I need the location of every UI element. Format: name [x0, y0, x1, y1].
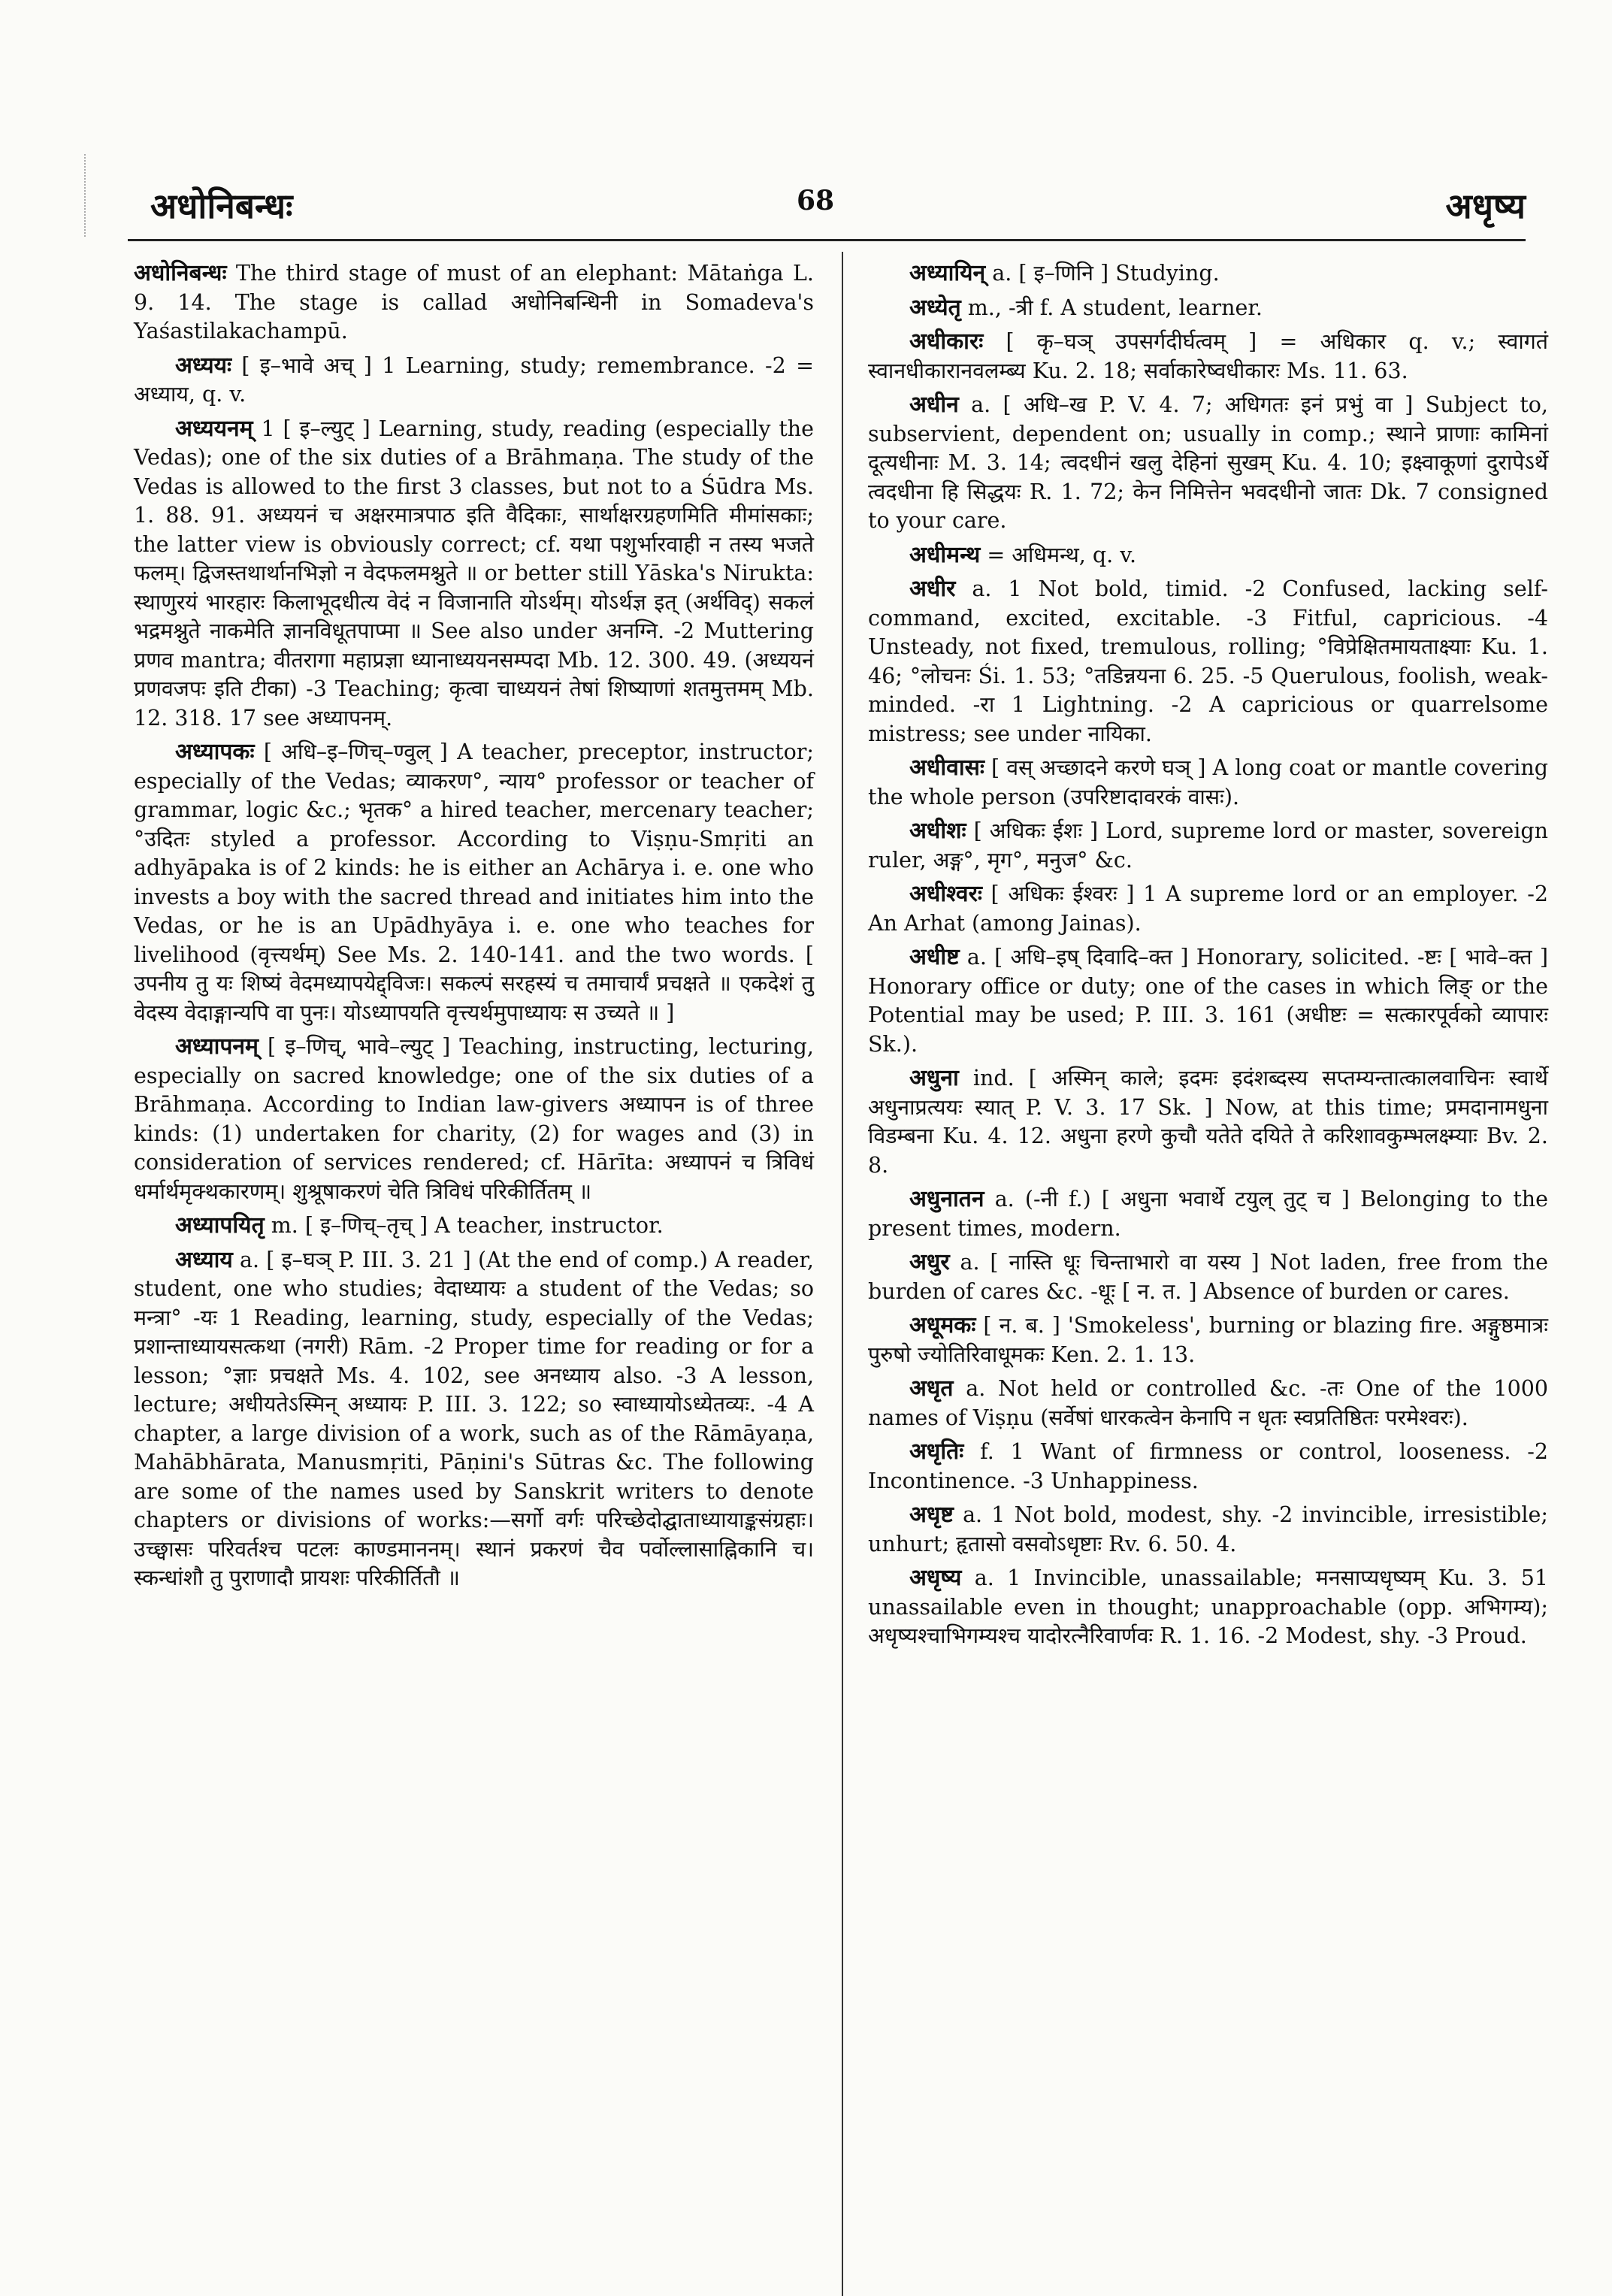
entry-body: a. 1 Not bold, modest, shy. -2 invincible, irresistible; unhurt; हृतासो वसवोऽधृष्टाः Rv. 6. 50. 4. — [868, 1502, 1548, 1556]
dictionary-entry — [868, 1311, 1548, 1369]
entry-headword: अधूमकः — [909, 1312, 976, 1339]
entry-headword: अधृष्य — [909, 1565, 962, 1591]
entry-body: a. [ अधि–इष् दिवादि–क्त ] Honorary, solicited. -ष्टः [ भावे–क्त ] Honorary office or duty; one of the cases in which लिङ् or the Potential may be used; P. III. 3. 161 (अधीष्टः = सत्कारपूर्वको व्यापारः Sk.). — [868, 945, 1548, 1057]
dictionary-entry — [134, 352, 814, 410]
entry-body: [ न. ब. ] 'Smokeless', burning or blazing fire. अङ्गुष्ठमात्रः पुरुषो ज्योतिरिवाधूमकः Ken. 2. 1. 13. — [868, 1313, 1548, 1367]
entry-body: m. [ इ–णिच्–तृच् ] A teacher, instructor. — [264, 1213, 664, 1238]
dictionary-entry — [868, 259, 1548, 289]
entry-headword: अध्यापकः — [175, 739, 255, 765]
entry-headword: अधीष्ट — [909, 944, 960, 970]
entry-body: [ अधिकः ईश्वरः ] 1 A supreme lord or an employer. -2 An Arhat (among Jainas). — [868, 882, 1548, 936]
entry-headword: अधृष्ट — [909, 1502, 954, 1528]
entry-headword: अधीमन्थ — [909, 541, 981, 568]
entry-headword: अध्यापयितृ — [175, 1212, 265, 1239]
dictionary-entry — [134, 1246, 814, 1593]
entry-headword: अधुना — [909, 1065, 959, 1091]
entry-headword: अध्ययनम् — [175, 415, 253, 442]
dictionary-entry — [868, 943, 1548, 1059]
entry-body: [ अधिकः ईशः ] Lord, supreme lord or master, sovereign ruler, अङ्ग°, मृग°, मनुज° &c. — [868, 818, 1548, 873]
dictionary-entry — [868, 328, 1548, 386]
entry-body: [ अधि–इ–णिच्–ण्वुल् ] A teacher, preceptor, instructor; especially of the Vedas; व्याकरण°, न्याय° professor or teacher of grammar, logic &c.; भृतक° a hired teacher, mercenary teacher; °उदितः styled a professor. According to Viṣṇu-Smṛiti an adhyāpaka is of 2 kinds: he is either an Achārya i. e. one who invests a boy with the sacred thread and initiates him into the Vedas, or he is an Upādhyāya i. e. one who teaches for livelihood (वृत्त्यर्थम्) See Ms. 2. 140-141. and the two words. [ उपनीय तु यः शिष्यं वेदमध्यापयेद्द्विजः। सकल्पं सरहस्यं च तमाचार्यं प्रचक्षते ॥ एकदेशं तु वेदस्य वेदाङ्गान्यपि वा पुनः। योऽध्यापयति वृत्त्यर्थमुपाध्यायः स उच्यते ॥ ] — [134, 740, 814, 1025]
entry-headword: अधीवासः — [909, 755, 984, 781]
dictionary-entry — [868, 1501, 1548, 1559]
column-separator — [842, 252, 843, 2296]
entry-body: [ वस् अच्छादने करणे घञ् ] A long coat or mantle covering the whole person (उपरिष्टादावरकं वासः). — [868, 755, 1548, 809]
entry-body: = अधिमन्थ, q. v. — [980, 542, 1137, 567]
dictionary-entry — [134, 1033, 814, 1206]
entry-headword: अधीकारः — [909, 328, 984, 355]
dictionary-entry — [868, 575, 1548, 749]
header-left-word: अधोनिबन्धः — [150, 186, 293, 226]
entry-body: [ कृ–घञ् उपसर्गदीर्घत्वम् ] = अधिकार q. v.; स्वागतं स्वानधीकारानवलम्ब्य Ku. 2. 18; सर्वाकारेष्वधीकारः Ms. 11. 63. — [868, 329, 1548, 383]
entry-body: ind. [ अस्मिन् काले; इदमः इदंशब्दस्य सप्तम्यन्तात्कालवाचिनः स्वार्थे अधुनाप्रत्ययः स्यात् P. V. 3. 17 Sk. ] Now, at this time; प्रमदानामधुना विडम्बना Ku. 4. 12. अधुना हरणे कुचौ यतेते दयिते ते करिशावकुम्भलक्ष्म्याः Bv. 2. 8. — [868, 1066, 1548, 1178]
dictionary-entry — [868, 541, 1548, 570]
entry-body: f. 1 Want of firmness or control, looseness. -2 Incontinence. -3 Unhappiness. — [868, 1439, 1548, 1493]
entry-body: a. [ इ–घञ् P. III. 3. 21 ] (At the end of comp.) A reader, student, one who studies; वेदाध्यायः a student of the Vedas; so मन्त्रा° -यः 1 Reading, learning, study, especially of the Vedas; प्रशान्ताध्यायसत्कथा (नगरी) Rām. -2 Proper time for reading or for a lesson; °ज्ञाः प्रचक्षते Ms. 4. 102, see अनध्याय also. -3 A lesson, lecture; अधीयतेऽस्मिन् अध्यायः P. III. 3. 122; so स्वाध्यायोऽध्येतव्यः. -4 A chapter, a large division of a work, such as of the Rāmāyaṇa, Mahābhārata, Manusmṛiti, Pāṇini's Sūtras &c. The following are some of the names used by Sanskrit writers to denote chapters or divisions of works:—सर्गो वर्गः परिच्छेदोद्घाताध्यायाङ्कसंग्रहाः। उच्छ्वासः परिवर्तश्च पटलः काण्डमाननम्। स्थानं प्रकरणं चैव पर्वोल्लासाह्निकानि च। स्कन्धांशौ तु पुराणादौ प्रायशः परिकीर्तितौ ॥ — [134, 1247, 814, 1590]
entry-body: [ इ–भावे अच् ] 1 Learning, study; remembrance. -2 = अध्याय, q. v. — [134, 352, 814, 407]
scan-gutter-marks — [84, 154, 93, 237]
left-column — [134, 259, 814, 1599]
entry-body: a. Not held or controlled &c. -तः One of the 1000 names of Viṣṇu (सर्वेषां धारकत्वेन केनापि न धृतः स्वप्रतिष्ठितः परमेश्वरः). — [868, 1376, 1548, 1430]
header-right-word: अधृष्य — [1445, 186, 1526, 226]
right-column — [868, 259, 1548, 1656]
dictionary-entry — [868, 1375, 1548, 1432]
entry-body: The third stage of must of an elephant: Mātaṅga L. 9. 14. The stage is callad अधोनिबन्धिनी in Somadeva's Yaśastilakachampū. — [134, 261, 814, 343]
dictionary-entry — [868, 880, 1548, 938]
dictionary-entry — [134, 1212, 814, 1241]
entry-headword: अधीर — [909, 576, 956, 602]
dictionary-entry — [868, 1248, 1548, 1306]
entry-body: m., -त्री f. A student, learner. — [960, 295, 1263, 320]
dictionary-entry — [134, 738, 814, 1027]
entry-headword: अध्याय — [175, 1246, 233, 1273]
dictionary-entry — [868, 1564, 1548, 1651]
entry-headword: अध्येतृ — [909, 294, 961, 321]
page-number: 68 — [797, 185, 835, 216]
entry-headword: अध्यायिन् — [909, 260, 986, 286]
page-header — [150, 182, 1526, 227]
entry-body: a. 1 Invincible, unassailable; मनसाप्यधृष्यम् Ku. 3. 51 unassailable even in thought; unapproachable (opp. अभिगम्य); अधृष्यश्चाभिगम्यश्च यादोरत्नैरिवार्णवः R. 1. 16. -2 Modest, shy. -3 Proud. — [868, 1565, 1548, 1648]
entry-body: 1 [ इ–ल्युट् ] Learning, study, reading (especially the Vedas); one of the six duties of a Brāhmaṇa. The study of the Vedas is allowed to the first 3 classes, but not to a Śūdra Ms. 1. 88. 91. अध्ययनं च अक्षरमात्रपाठ इति वैदिकाः, सार्थाक्षरग्रहणमिति मीमांसकाः; the latter view is obviously correct; cf. यथा पशुर्भारवाही न तस्य भजते फलम्। द्विजस्तथार्थानभिज्ञो न वेदफलमश्नुते ॥ or better still Yāska's Nirukta: स्थाणुरयं भारहारः किलाभूदधीत्य वेदं न विजानाति योऽर्थम्। योऽर्थज्ञ इत् (अर्थविद्) सकलं भद्रमश्नुते नाकमेति ज्ञानविधूतपाप्मा ॥ See also under अनग्नि. -2 Muttering प्रणव mantra; वीतरागा महाप्रज्ञा ध्यानाध्ययनसम्पदा Mb. 12. 300. 49. (अध्ययनं प्रणवजपः इति टीका) -3 Teaching; कृत्वा चाध्ययनं तेषां शिष्याणां शतमुत्तमम् Mb. 12. 318. 17 see अध्यापनम्. — [134, 416, 814, 731]
entry-headword: अधुर — [909, 1249, 950, 1275]
entry-body: a. (-नी f.) [ अधुना भवार्थे टयुल् तुट् च ] Belonging to the present times, modern. — [868, 1187, 1548, 1241]
entry-headword: अध्यापनम् — [175, 1033, 259, 1060]
dictionary-entry — [134, 259, 814, 346]
entry-body: a. [ इ–णिनि ] Studying. — [985, 261, 1220, 286]
entry-headword: अध्ययः — [175, 352, 232, 379]
entry-headword: अधुनातन — [909, 1186, 984, 1212]
dictionary-entry — [868, 1064, 1548, 1180]
entry-body: a. [ अधि–ख P. V. 4. 7; अधिगतः इनं प्रभुं वा ] Subject to, subservient, dependent on; usually in comp.; स्थाने प्राणाः कामिनां दूत्यधीनाः M. 3. 14; त्वदधीनं खलु देहिनां सुखम् Ku. 4. 10; इक्ष्वाकूणां दुरापेऽर्थे त्वदधीना हि सिद्धयः R. 1. 72; केन निमित्तेन भवदधीनो जातः Dk. 7 consigned to your care. — [868, 392, 1548, 533]
dictionary-entry — [868, 817, 1548, 875]
dictionary-entry — [868, 1438, 1548, 1496]
dictionary-entry — [868, 391, 1548, 536]
entry-headword: अधीन — [909, 392, 959, 418]
dictionary-entry — [868, 294, 1548, 323]
entry-body: [ इ–णिच्, भावे–ल्युट् ] Teaching, instructing, lecturing, especially on sacred knowledge; one of the six duties of a Brāhmaṇa. According to Indian law-givers अध्यापन is of three kinds: (1) undertaken for charity, (2) for wages and (3) in consideration of services rendered; cf. Hārīta: अध्यापनं च त्रिविधं धर्मार्थमृक्थकारणम्। शुश्रूषाकरणं चेति त्रिविधं परिकीर्तितम् ॥ — [134, 1034, 814, 1204]
dictionary-entry — [134, 415, 814, 734]
entry-headword: अधीशः — [909, 818, 966, 844]
entry-body: a. [ नास्ति धूः चिन्ताभारो वा यस्य ] Not laden, free from the burden of cares &c. -धूः [ न. त. ] Absence of burden or cares. — [868, 1250, 1548, 1304]
entry-headword: अधोनिबन्धः — [134, 260, 227, 286]
header-rule — [128, 239, 1526, 241]
entry-headword: अधृत — [909, 1375, 954, 1402]
entry-headword: अधीश्वरः — [909, 881, 982, 907]
entry-body: a. 1 Not bold, timid. -2 Confused, lacking self-command, excited, excitable. -3 Fitful, capricious. -4 Unsteady, not fixed, tremulous, rolling; °विप्रेक्षितमायताक्ष्याः Ku. 1. 46; °लोचनः Śi. 1. 53; °तडिन्नयना 6. 25. -5 Querulous, foolish, weak-minded. -रा 1 Lightning. -2 A capricious or quarrelsome mistress; see under नायिका. — [868, 576, 1548, 746]
dictionary-entry — [868, 754, 1548, 812]
dictionary-entry — [868, 1185, 1548, 1243]
entry-headword: अधृतिः — [909, 1438, 964, 1465]
